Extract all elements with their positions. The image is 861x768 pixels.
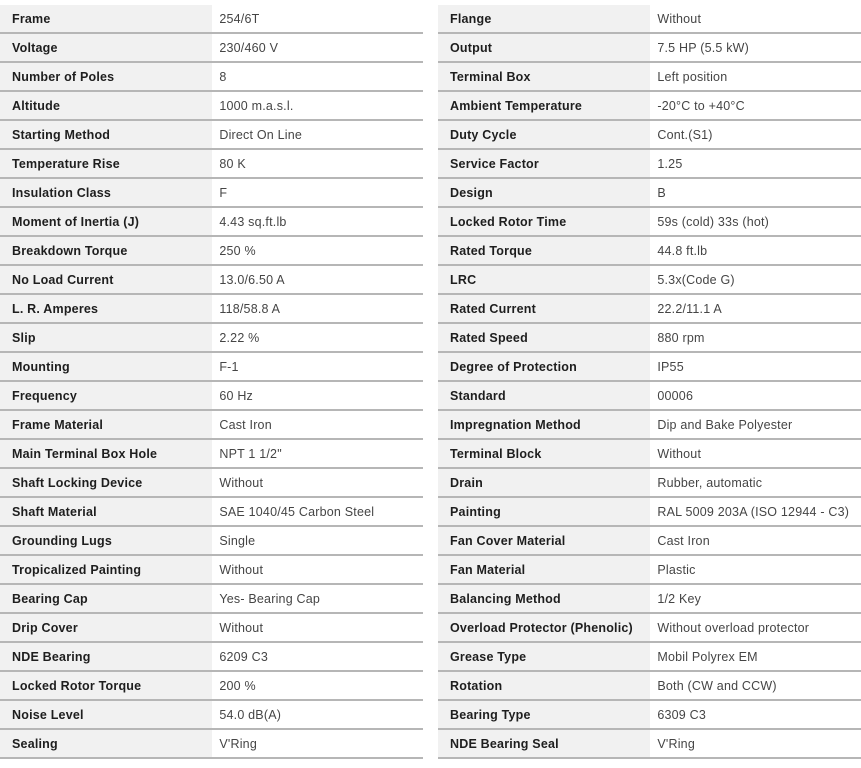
spec-row — [438, 701, 861, 730]
spec-value: 6209 C3 — [219, 649, 269, 664]
spec-value: 1000 m.a.s.l. — [219, 98, 294, 113]
spec-row — [0, 498, 423, 527]
spec-row — [438, 295, 861, 324]
spec-value: 44.8 ft.lb — [657, 243, 708, 258]
spec-row — [438, 672, 861, 701]
spec-row — [438, 179, 861, 208]
spec-row — [438, 614, 861, 643]
spec-row — [438, 208, 861, 237]
spec-label: Standard — [438, 382, 650, 409]
spec-row — [0, 150, 423, 179]
spec-row — [0, 701, 423, 730]
spec-row — [0, 266, 423, 295]
spec-label: No Load Current — [0, 266, 212, 293]
spec-value: RAL 5009 203A (ISO 12944 - C3) — [657, 504, 850, 519]
spec-label: Drain — [438, 469, 650, 496]
spec-row — [438, 324, 861, 353]
spec-value: 4.43 sq.ft.lb — [219, 214, 287, 229]
spec-value: 118/58.8 A — [219, 301, 281, 316]
spec-value: 2.22 % — [219, 330, 260, 345]
spec-row — [438, 382, 861, 411]
spec-row — [0, 34, 423, 63]
spec-value: F — [219, 185, 228, 200]
spec-label: Overload Protector (Phenolic) — [438, 614, 650, 641]
spec-row — [438, 92, 861, 121]
spec-row — [438, 440, 861, 469]
spec-value: 1.25 — [657, 156, 683, 171]
spec-label: Tropicalized Painting — [0, 556, 212, 583]
spec-value: 200 % — [219, 678, 256, 693]
spec-row — [438, 121, 861, 150]
spec-row — [0, 730, 423, 759]
spec-table-right — [438, 5, 861, 759]
spec-row — [438, 266, 861, 295]
spec-label: Output — [438, 34, 650, 61]
spec-row — [0, 353, 423, 382]
spec-row — [438, 469, 861, 498]
spec-row — [0, 556, 423, 585]
spec-value: V'Ring — [219, 736, 257, 751]
spec-label: Bearing Cap — [0, 585, 212, 612]
spec-value: Without — [219, 475, 264, 490]
spec-label: Voltage — [0, 34, 212, 61]
spec-label: Bearing Type — [438, 701, 650, 728]
spec-label: Frame — [0, 5, 212, 32]
spec-value: -20°C to +40°C — [657, 98, 745, 113]
spec-row — [0, 121, 423, 150]
spec-label: Duty Cycle — [438, 121, 650, 148]
spec-row — [438, 411, 861, 440]
spec-label: Service Factor — [438, 150, 650, 177]
spec-value: 13.0/6.50 A — [219, 272, 285, 287]
spec-row — [0, 237, 423, 266]
spec-value: Yes- Bearing Cap — [219, 591, 321, 606]
spec-value: Cast Iron — [219, 417, 272, 432]
spec-label: Starting Method — [0, 121, 212, 148]
spec-row — [0, 208, 423, 237]
spec-label: Rated Torque — [438, 237, 650, 264]
spec-value: Mobil Polyrex EM — [657, 649, 758, 664]
spec-value: 00006 — [657, 388, 694, 403]
spec-label: Mounting — [0, 353, 212, 380]
spec-row — [0, 440, 423, 469]
spec-label: Breakdown Torque — [0, 237, 212, 264]
spec-value: 59s (cold) 33s (hot) — [657, 214, 770, 229]
spec-value: 250 % — [219, 243, 256, 258]
spec-value: IP55 — [657, 359, 684, 374]
spec-value: 1/2 Key — [657, 591, 702, 606]
spec-value: Both (CW and CCW) — [657, 678, 777, 693]
spec-label: Rated Current — [438, 295, 650, 322]
spec-label: Ambient Temperature — [438, 92, 650, 119]
spec-label: Terminal Box — [438, 63, 650, 90]
spec-table-left — [0, 5, 423, 759]
spec-label: Shaft Material — [0, 498, 212, 525]
spec-row — [438, 63, 861, 92]
spec-label: Terminal Block — [438, 440, 650, 467]
spec-label: Altitude — [0, 92, 212, 119]
spec-label: Drip Cover — [0, 614, 212, 641]
spec-row — [0, 5, 423, 34]
spec-row — [0, 527, 423, 556]
spec-label: Slip — [0, 324, 212, 351]
spec-value: Without — [219, 620, 264, 635]
spec-row — [0, 614, 423, 643]
spec-row — [438, 730, 861, 759]
spec-value: 7.5 HP (5.5 kW) — [657, 40, 750, 55]
spec-label: NDE Bearing Seal — [438, 730, 650, 757]
spec-row — [0, 585, 423, 614]
spec-label: Degree of Protection — [438, 353, 650, 380]
spec-label: Balancing Method — [438, 585, 650, 612]
spec-value: Without overload protector — [657, 620, 810, 635]
spec-label: Flange — [438, 5, 650, 32]
spec-label: Design — [438, 179, 650, 206]
spec-label: Insulation Class — [0, 179, 212, 206]
spec-label: Locked Rotor Torque — [0, 672, 212, 699]
spec-label: Fan Cover Material — [438, 527, 650, 554]
spec-value: Without — [219, 562, 264, 577]
spec-value: 6309 C3 — [657, 707, 707, 722]
spec-label: Fan Material — [438, 556, 650, 583]
spec-row — [438, 643, 861, 672]
spec-row — [438, 556, 861, 585]
spec-label: Impregnation Method — [438, 411, 650, 438]
spec-label: Grease Type — [438, 643, 650, 670]
spec-row — [0, 295, 423, 324]
spec-label: Rotation — [438, 672, 650, 699]
spec-label: Shaft Locking Device — [0, 469, 212, 496]
spec-value: Direct On Line — [219, 127, 303, 142]
spec-label: L. R. Amperes — [0, 295, 212, 322]
spec-value: Without — [657, 446, 702, 461]
spec-value: 22.2/11.1 A — [657, 301, 722, 316]
spec-row — [0, 643, 423, 672]
spec-label: Moment of Inertia (J) — [0, 208, 212, 235]
spec-value: 8 — [219, 69, 227, 84]
spec-row — [438, 585, 861, 614]
spec-row — [0, 92, 423, 121]
spec-value: 230/460 V — [219, 40, 279, 55]
spec-label: Painting — [438, 498, 650, 525]
spec-row — [438, 527, 861, 556]
spec-label: Frame Material — [0, 411, 212, 438]
spec-label: Grounding Lugs — [0, 527, 212, 554]
spec-row — [0, 411, 423, 440]
spec-row — [0, 179, 423, 208]
spec-label: Frequency — [0, 382, 212, 409]
spec-row — [438, 150, 861, 179]
spec-row — [0, 63, 423, 92]
spec-value: 880 rpm — [657, 330, 705, 345]
spec-label: Noise Level — [0, 701, 212, 728]
spec-value: Without — [657, 11, 702, 26]
spec-label: Main Terminal Box Hole — [0, 440, 212, 467]
spec-value: NPT 1 1/2" — [219, 446, 282, 461]
spec-row — [438, 34, 861, 63]
spec-value: B — [657, 185, 666, 200]
spec-value: SAE 1040/45 Carbon Steel — [219, 504, 375, 519]
spec-value: V'Ring — [657, 736, 695, 751]
spec-label: Number of Poles — [0, 63, 212, 90]
spec-row — [438, 353, 861, 382]
spec-label: NDE Bearing — [0, 643, 212, 670]
spec-label: LRC — [438, 266, 650, 293]
spec-row — [0, 324, 423, 353]
spec-row — [438, 237, 861, 266]
spec-value: F-1 — [219, 359, 239, 374]
spec-value: 254/6T — [219, 11, 260, 26]
spec-value: 60 Hz — [219, 388, 253, 403]
spec-label: Locked Rotor Time — [438, 208, 650, 235]
spec-value: Left position — [657, 69, 728, 84]
spec-row — [438, 498, 861, 527]
spec-label: Rated Speed — [438, 324, 650, 351]
spec-value: Rubber, automatic — [657, 475, 763, 490]
spec-value: Cont.(S1) — [657, 127, 713, 142]
spec-row — [0, 672, 423, 701]
spec-value: Single — [219, 533, 256, 548]
spec-label: Temperature Rise — [0, 150, 212, 177]
spec-value: 80 K — [219, 156, 246, 171]
spec-row — [0, 382, 423, 411]
spec-label: Sealing — [0, 730, 212, 757]
spec-value: Plastic — [657, 562, 696, 577]
spec-value: Dip and Bake Polyester — [657, 417, 793, 432]
spec-value: 54.0 dB(A) — [219, 707, 282, 722]
spec-row — [0, 469, 423, 498]
spec-value: 5.3x(Code G) — [657, 272, 735, 287]
spec-row — [438, 5, 861, 34]
spec-value: Cast Iron — [657, 533, 710, 548]
